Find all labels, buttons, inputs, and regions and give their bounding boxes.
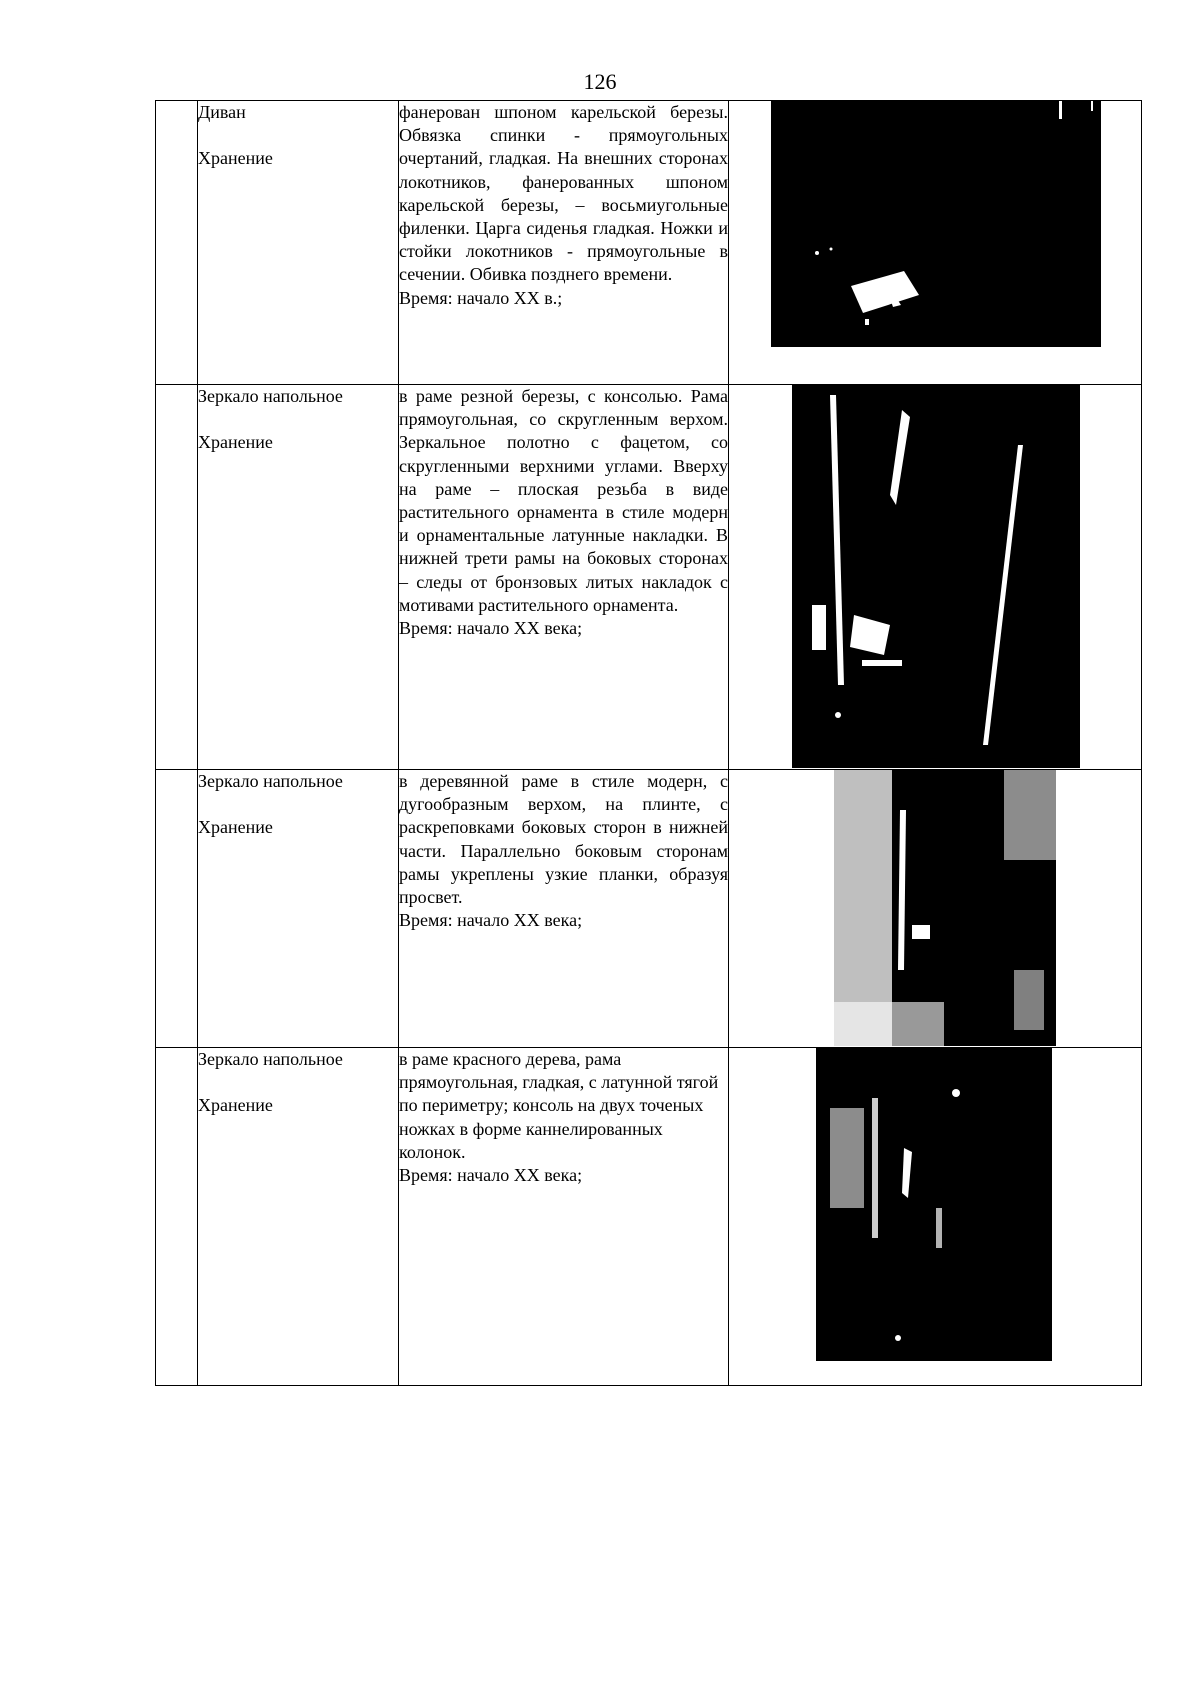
item-description: в раме резной березы, с консолью. Рама прямоугольная, со скругленным верхом. Зеркальное полотно с фацетом, со скругленными верхними углами. Вверху на раме – плоская резьба в виде растительного орнамента в стиле модерн и орнаментальные латунные накладки. В нижней трети рамы на боковых сторонах – следы от бронзовых литых накладок с мотивами растительного орнамента. [399,386,728,615]
item-time: Время: начало XX в.; [399,287,563,308]
description-cell [399,385,729,770]
description-cell [399,101,729,385]
row-number-cell [156,385,198,770]
item-name-cell [198,101,399,385]
item-description: в деревянной раме в стиле модерн, с дугообразным верхом, на плинте, с раскреповками боковых сторон в нижней части. Параллельно боковым сторонам рамы укреплены узкие планки, образуя просвет. [399,771,728,908]
item-name-cell [198,1048,399,1386]
page-number: 126 [583,69,617,94]
photo-cell [729,385,1142,770]
description-cell [399,1048,729,1386]
description-cell [399,770,729,1048]
item-time: Время: начало XX века; [399,618,583,639]
item-name: Диван [198,102,246,122]
storage-label: Хранение [198,1095,273,1115]
row-number-cell [156,101,198,385]
table-row [156,385,1142,770]
storage-label: Хранение [198,432,273,452]
item-time: Время: начало XX века; [399,910,583,931]
item-name: Зеркало напольное [198,771,343,791]
item-name-cell [198,385,399,770]
mirror-photo [792,385,1080,768]
inventory-table [155,100,1142,1386]
table-row [156,770,1142,1048]
row-number-cell [156,770,198,1048]
sofa-photo [771,101,1101,347]
storage-label: Хранение [198,148,273,168]
item-description: фанерован шпоном карельской березы. Обвязка спинки - прямоугольных очертаний, гладкая. На внешних сторонах локотников, фанерованных шпоном карельской березы, – восьмиугольные филенки. Царга сиденья гладкая. Ножки и стойки локотников - прямоугольные в сечении. Обивка позднего времени. [399,102,728,285]
item-name: Зеркало напольное [198,1049,343,1069]
photo-cell [729,770,1142,1048]
mirror-photo [834,770,1056,1046]
item-name: Зеркало напольное [198,386,343,406]
item-time: Время: начало XX века; [399,1165,583,1186]
item-description: в раме красного дерева, рама прямоугольная, гладкая, с латунной тягой по периметру; консоль на двух точеных ножках в форме каннелированных колонок. [399,1049,719,1162]
table-row [156,1048,1142,1386]
photo-cell [729,1048,1142,1386]
mirror-photo [816,1048,1052,1361]
storage-label: Хранение [198,817,273,837]
item-name-cell [198,770,399,1048]
photo-cell [729,101,1142,385]
table-row [156,101,1142,385]
row-number-cell [156,1048,198,1386]
